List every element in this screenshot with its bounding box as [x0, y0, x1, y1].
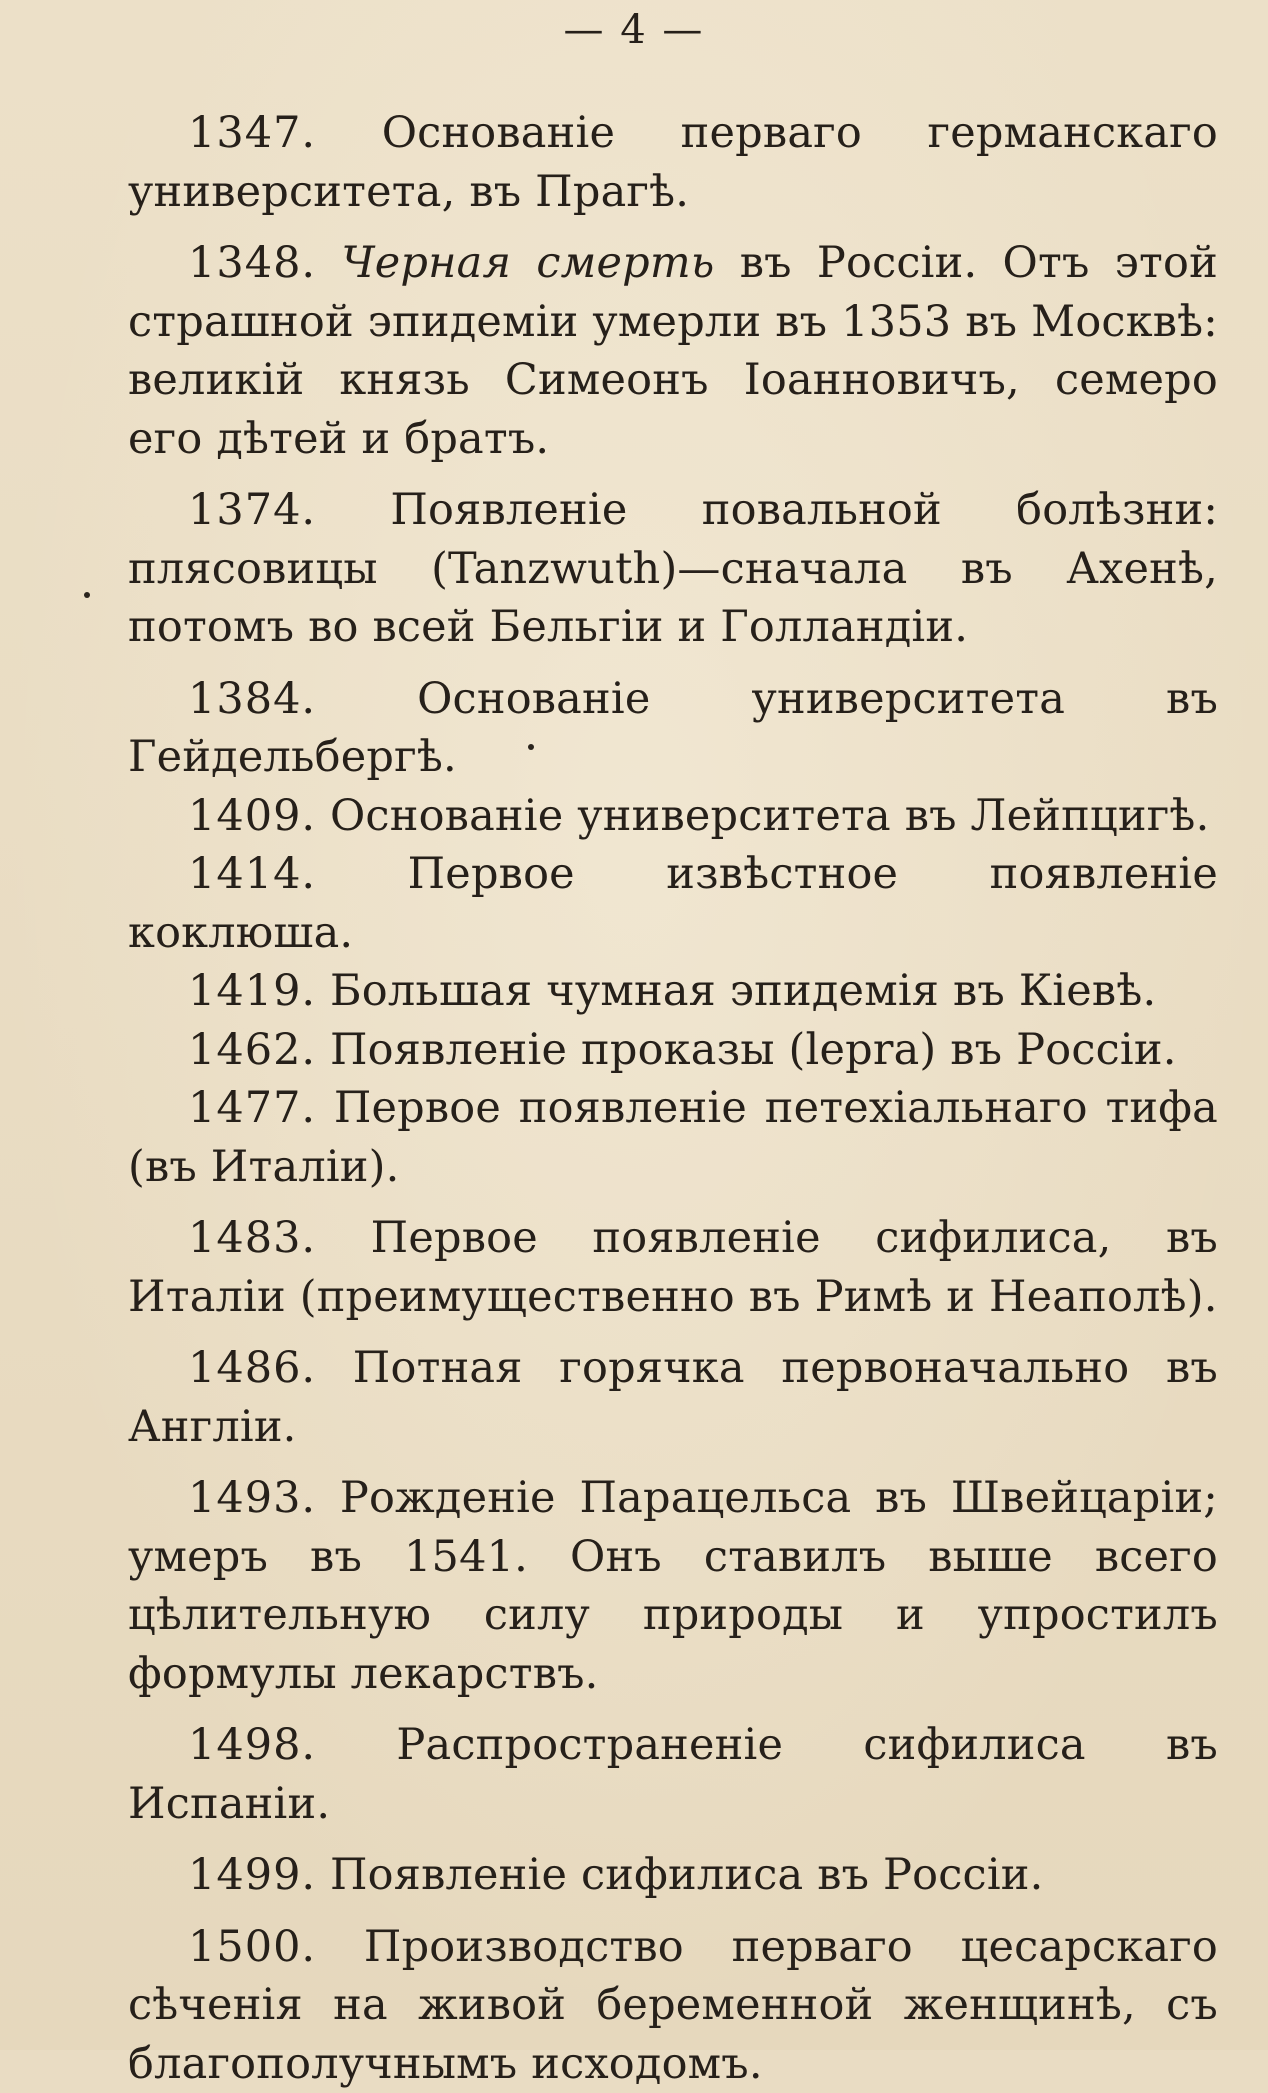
- entry-1499: [128, 1846, 1218, 1905]
- entry-year: 1462.: [188, 1025, 316, 1075]
- entry-year: 1419.: [188, 966, 316, 1016]
- entry-text: Основаніе университета въ Лейпцигѣ.: [330, 791, 1209, 841]
- entry-text: Основаніе перваго германскаго университета, въ Прагѣ.: [128, 108, 1218, 217]
- entry-emphasis: Черная смерть: [341, 238, 714, 288]
- entry-year: 1384.: [188, 674, 316, 724]
- entry-1498: [128, 1716, 1218, 1833]
- entry-1500: [128, 1918, 1218, 2093]
- entry-year: 1498.: [188, 1720, 316, 1770]
- entry-1409: [128, 787, 1218, 846]
- entry-year: 1414.: [188, 849, 316, 899]
- ink-speck: [528, 744, 534, 750]
- entry-1419: [128, 962, 1218, 1021]
- entry-text: Большая чумная эпидемія въ Кіевѣ.: [330, 966, 1156, 1016]
- entry-1493: [128, 1469, 1218, 1703]
- entry-text: въ Россіи. Отъ этой страшной эпидеміи умерли въ 1353 въ Москвѣ: великій князь Симеонъ Іоанновичъ, семеро его дѣтей и братъ.: [128, 238, 1218, 464]
- entry-year: 1409.: [188, 791, 316, 841]
- entry-text: Рожденіе Парацельса въ Швейцаріи; умеръ въ 1541. Онъ ставилъ выше всего цѣлительную силу природы и упростилъ формулы лекарствъ.: [128, 1473, 1218, 1699]
- entry-1374: [128, 481, 1218, 657]
- entry-text: Первое появленіе петехіальнаго тифа (въ Италіи).: [128, 1083, 1218, 1192]
- entry-1486: [128, 1339, 1218, 1456]
- entry-year: 1493.: [188, 1473, 316, 1523]
- entry-text: Потная горячка первоначально въ Англіи.: [128, 1343, 1218, 1452]
- entry-text: Первое извѣстное появленіе коклюша.: [128, 849, 1218, 958]
- entry-text: Появленіе проказы (lepra) въ Россіи.: [330, 1025, 1177, 1075]
- entry-text: Появленіе сифилиса въ Россіи.: [330, 1850, 1044, 1900]
- entry-text: Появленіе повальной болѣзни: плясовицы (Tanzwuth)—сначала въ Ахенѣ, потомъ во всей Бельгіи и Голландіи.: [128, 485, 1218, 652]
- entry-year: 1348.: [188, 238, 316, 288]
- entry-1462: [128, 1021, 1218, 1080]
- entry-1384: [128, 670, 1218, 787]
- entry-1477: [128, 1079, 1218, 1196]
- chronology-text: [128, 104, 1218, 2093]
- entry-text: Основаніе университета въ Гейдельбергѣ.: [128, 674, 1218, 783]
- entry-year: 1483.: [188, 1213, 316, 1263]
- ink-speck: [84, 592, 90, 598]
- entry-year: 1347.: [188, 108, 316, 158]
- entry-year: 1499.: [188, 1850, 316, 1900]
- entry-year: 1374.: [188, 485, 316, 535]
- entry-text: Первое появленіе сифилиса, въ Италіи (преимущественно въ Римѣ и Неаполѣ).: [128, 1213, 1218, 1322]
- page-number: — 4 —: [0, 0, 1268, 60]
- entry-1348: [128, 234, 1218, 468]
- entry-1347: [128, 104, 1218, 221]
- entry-1414: [128, 845, 1218, 962]
- entry-year: 1500.: [188, 1922, 316, 1972]
- entry-1483: [128, 1209, 1218, 1326]
- entry-text: Распространеніе сифилиса въ Испаніи.: [128, 1720, 1218, 1829]
- entry-year: 1486.: [188, 1343, 316, 1393]
- entry-year: 1477.: [188, 1083, 316, 1133]
- entry-text: Производство перваго цесарскаго сѣченія на живой беременной женщинѣ, съ благополучнымъ исходомъ.: [128, 1922, 1218, 2089]
